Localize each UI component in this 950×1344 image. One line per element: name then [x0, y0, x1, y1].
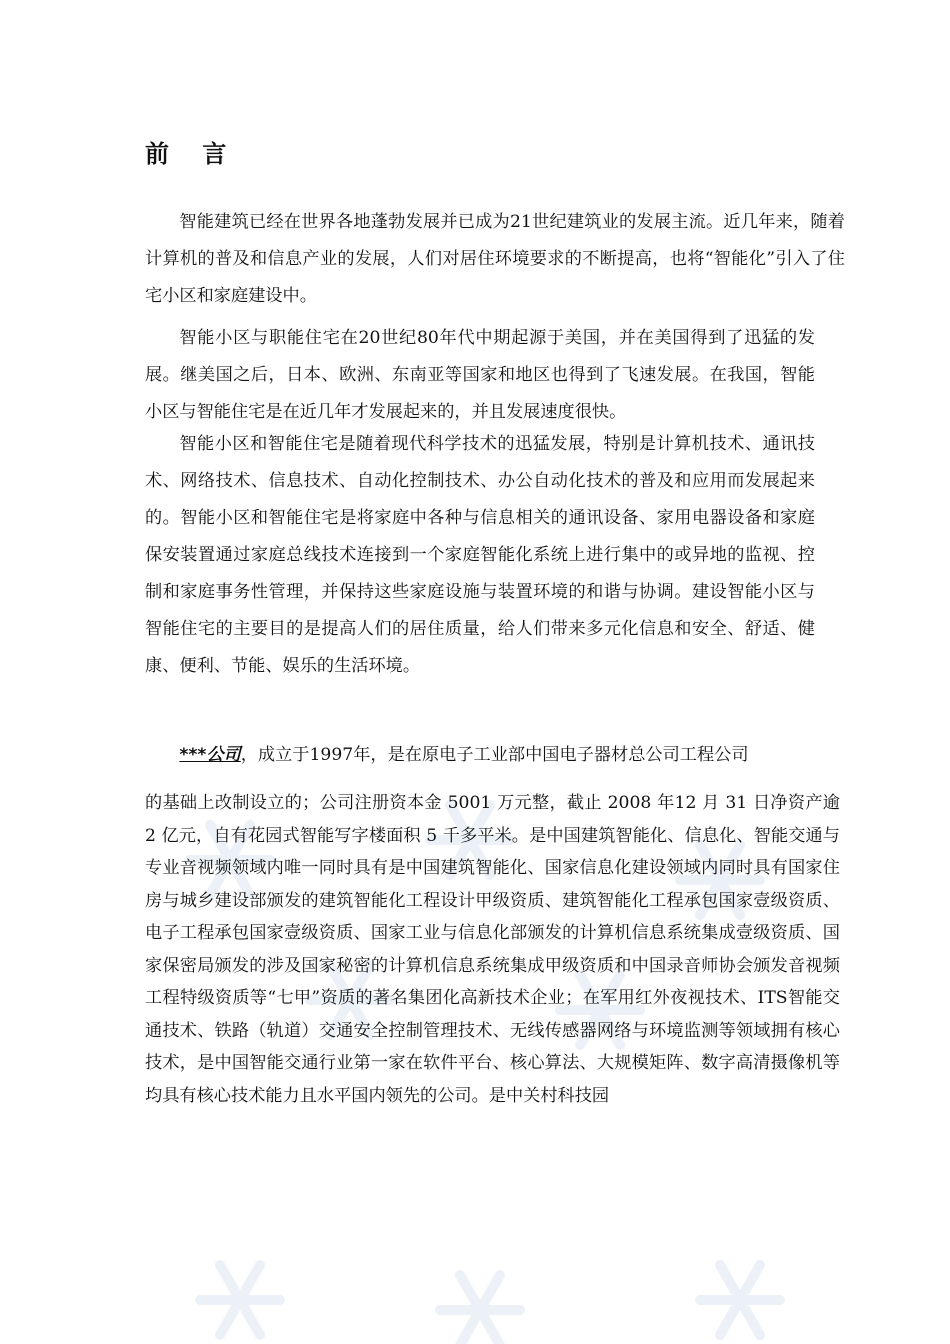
- paragraph-origin: 智能小区与职能住宅在20世纪80年代中期起源于美国，并在美国得到了迅猛的发展。继美国之后，日本、欧洲、东南亚等国家和地区也得到了飞速发展。在我国，智能小区与智能住宅是在近几年才发展起来的，并且发展速度很快。: [145, 328, 815, 422]
- paragraph-development: 智能小区和智能住宅是随着现代科学技术的迅猛发展，特别是计算机技术、通讯技术、网络技术、信息技术、自动化控制技术、办公自动化技术的普及和应用而发展起来的。智能小区和智能住宅是将家庭中各种与信息相关的通讯设备、家用电器设备和家庭保安装置通过家庭总线技术连接到一个家庭智能化系统上进行集中的或异地的监视、控制和家庭事务性管理，并保持这些家庭设施与装置环境的和谐与协调。建设智能小区与智能住宅的主要目的是提高人们的居住质量，给人们带来多元化信息和安全、舒适、健康、便利、节能、娱乐的生活环境。: [145, 434, 815, 676]
- company-description: 的基础上改制设立的；公司注册资本金 5001 万元整，截止 2008 年12 月 31 日净资产逾2 亿元，自有花园式智能写字楼面积 5 千多平米。是中国建筑智能化、信息化、智能交通与专业音视频领域内唯一同时具有是中国建筑智能化、国家信息化建设领域内同时具有国家住房与城乡建设部颁发的建筑智能化工程设计甲级资质、建筑智能化工程承包国家壹级资质、电子工程承包国家壹级资质、国家工业与信息化部颁发的计算机信息系统集成壹级资质、国家保密局颁发的涉及国家秘密的计算机信息系统集成甲级资质和中国录音师协会颁发音视频工程特级资质等“七甲”资质的著名集团化高新技术企业；在军用红外夜视技术、ITS智能交通技术、铁路（轨道）交通安全控制管理技术、无线传感器网络与环境监测等领域拥有核心技术，是中国智能交通行业第一家在软件平台、核心算法、大规模矩阵、数字高清摄像机等均具有核心技术能力且水平国内领先的公司。是中关村科技园: [145, 793, 840, 1106]
- snowflake-icon: [200, 1265, 280, 1335]
- snowflake-icon: [440, 1275, 520, 1344]
- paragraph-intro: 智能建筑已经在世界各地蓬勃发展并已成为21世纪建筑业的发展主流。近几年来，随着计算机的普及和信息产业的发展，人们对居住环境要求的不断提高，也将“智能化”引入了住宅小区和家庭建设中。: [145, 212, 845, 306]
- company-name: ***公司: [179, 745, 241, 765]
- company-intro-line: [145, 737, 845, 774]
- snowflake-icon: [700, 1265, 780, 1335]
- page-title: 前 言: [145, 139, 227, 168]
- company-intro-text: ，成立于1997年，是在原电子工业部中国电子器材总公司工程公司: [240, 745, 749, 765]
